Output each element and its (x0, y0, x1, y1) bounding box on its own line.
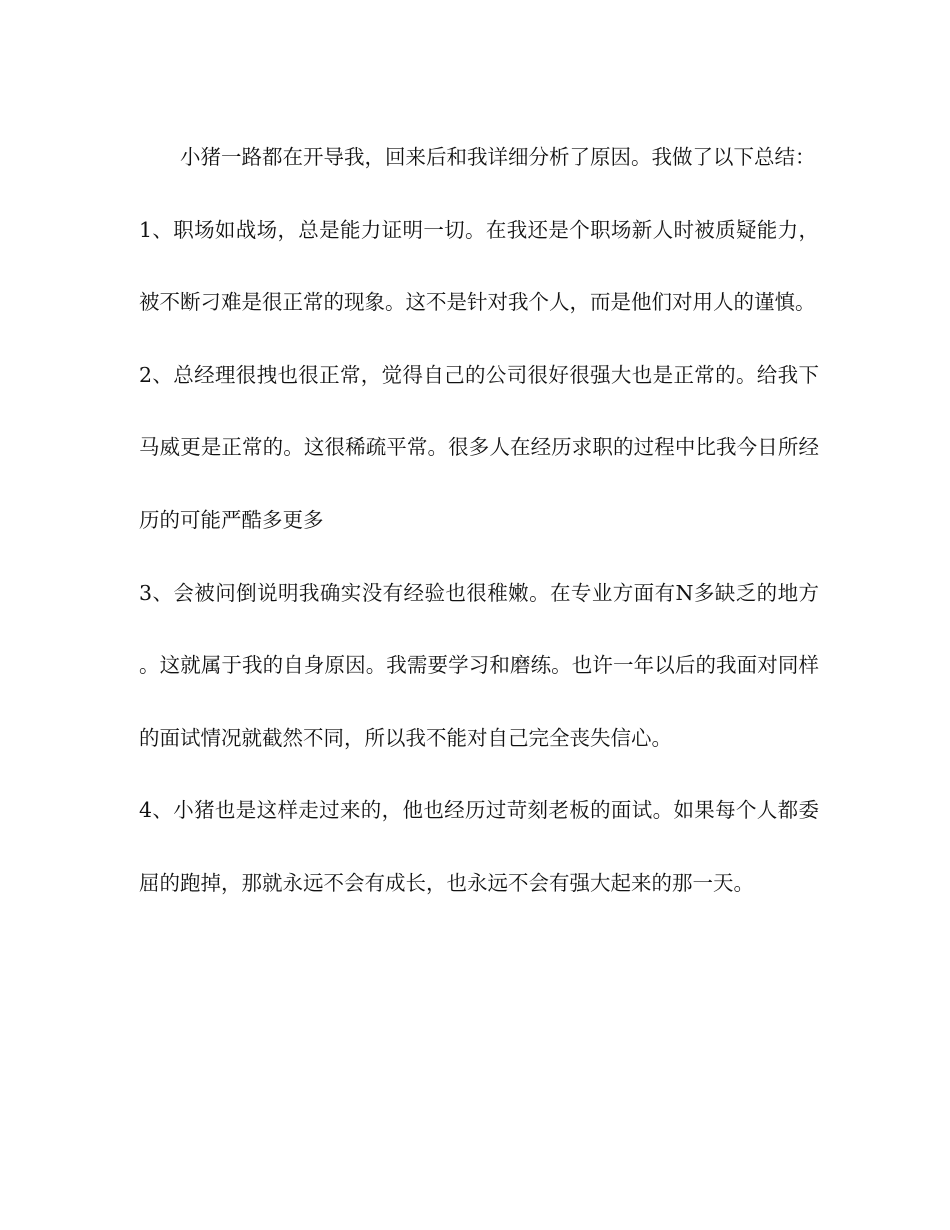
intro-paragraph: 小猪一路都在开导我，回来后和我详细分析了原因。我做了以下总结： (180, 145, 816, 169)
document-body (139, 121, 819, 920)
summary-point-3: 3、会被问倒说明我确实没有经验也很稚嫩。在专业方面有N多缺乏的地方。这就属于我的自身原因。我需要学习和磨练。也许一年以后的我面对同样的面试情况就截然不同，所以我不能对自己完全丧失信心。 (139, 580, 819, 750)
summary-point-2: 2、总经理很拽也很正常，觉得自己的公司很好很强大也是正常的。给我下马威更是正常的。这很稀疏平常。很多人在经历求职的过程中比我今日所经历的可能严酷多更多 (139, 362, 819, 532)
summary-point-4: 4、小猪也是这样走过来的，他也经历过苛刻老板的面试。如果每个人都委屈的跑掉，那就永远不会有成长，也永远不会有强大起来的那一天。 (139, 798, 819, 895)
summary-point-1: 1、职场如战场，总是能力证明一切。在我还是个职场新人时被质疑能力，被不断刁难是很正常的现象。这不是针对我个人，而是他们对用人的谨慎。 (139, 217, 819, 315)
